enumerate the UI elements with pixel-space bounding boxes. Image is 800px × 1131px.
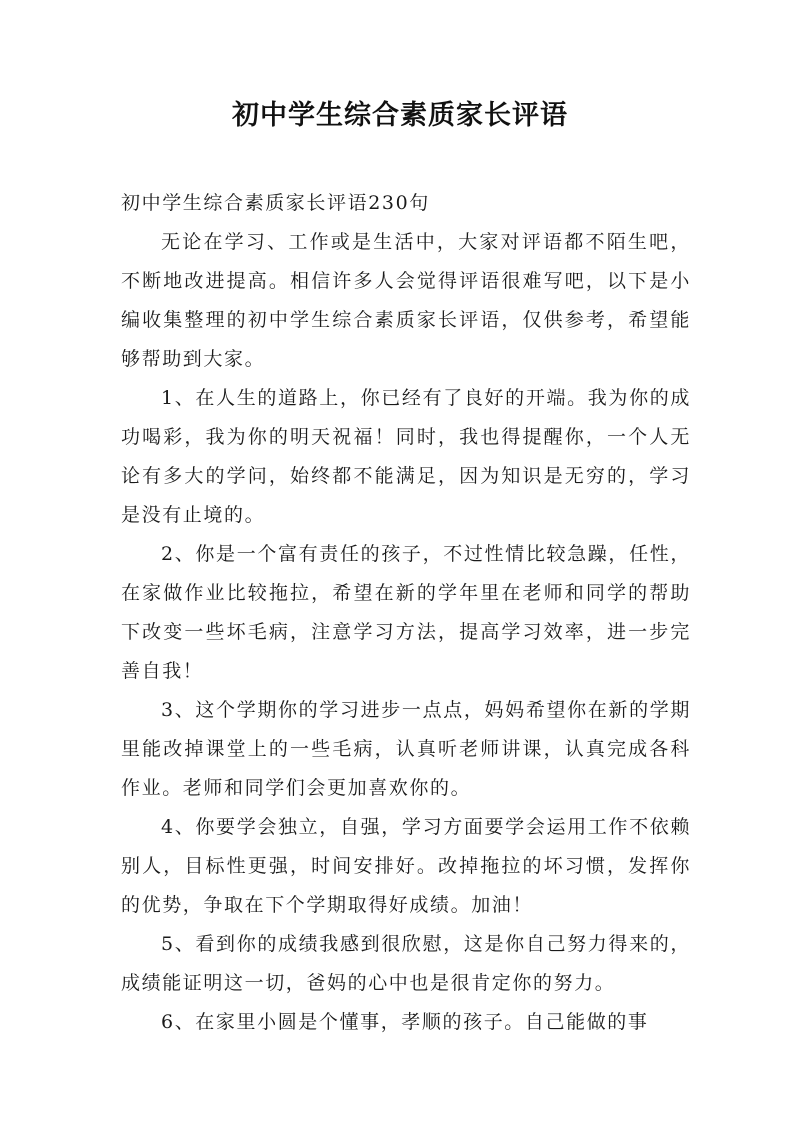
comment-paragraph-2: 2、你是一个富有责任的孩子，不过性情比较急躁，任性，在家做作业比较拖拉，希望在新的学年里在老师和同学的帮助下改变一些坏毛病，注意学习方法，提高学习效率，进一步完善自我！ xyxy=(121,543,691,682)
comment-paragraph-5: 5、看到你的成绩我感到很欣慰，这是你自己努力得来的，成绩能证明这一切，爸妈的心中也是很肯定你的努力。 xyxy=(121,933,691,994)
comment-paragraph-3: 3、这个学期你的学习进步一点点，妈妈希望你在新的学期里能改掉课堂上的一些毛病，认真听老师讲课，认真完成各科作业。老师和同学们会更加喜欢你的。 xyxy=(121,699,691,799)
document-title: 初中学生综合素质家长评语 xyxy=(232,100,568,131)
intro-paragraph: 无论在学习、工作或是生活中，大家对评语都不陌生吧，不断地改进提高。相信许多人会觉得评语很难写吧，以下是小编收集整理的初中学生综合素质家长评语，仅供参考，希望能够帮助到大家。 xyxy=(121,231,691,370)
comment-paragraph-4: 4、你要学会独立，自强，学习方面要学会运用工作不依赖别人，目标性更强，时间安排好。改掉拖拉的坏习惯，发挥你的优势，争取在下个学期取得好成绩。加油！ xyxy=(121,816,691,916)
document-body xyxy=(121,184,691,1042)
document-subtitle: 初中学生综合素质家长评语230句 xyxy=(121,192,430,214)
comment-paragraph-6: 6、在家里小圆是个懂事，孝顺的孩子。自己能做的事 xyxy=(161,1011,649,1033)
comment-paragraph-1: 1、在人生的道路上，你已经有了良好的开端。我为你的成功喝彩，我为你的明天祝福！同时，我也得提醒你，一个人无论有多大的学问，始终都不能满足，因为知识是无穷的，学习是没有止境的。 xyxy=(121,387,691,526)
